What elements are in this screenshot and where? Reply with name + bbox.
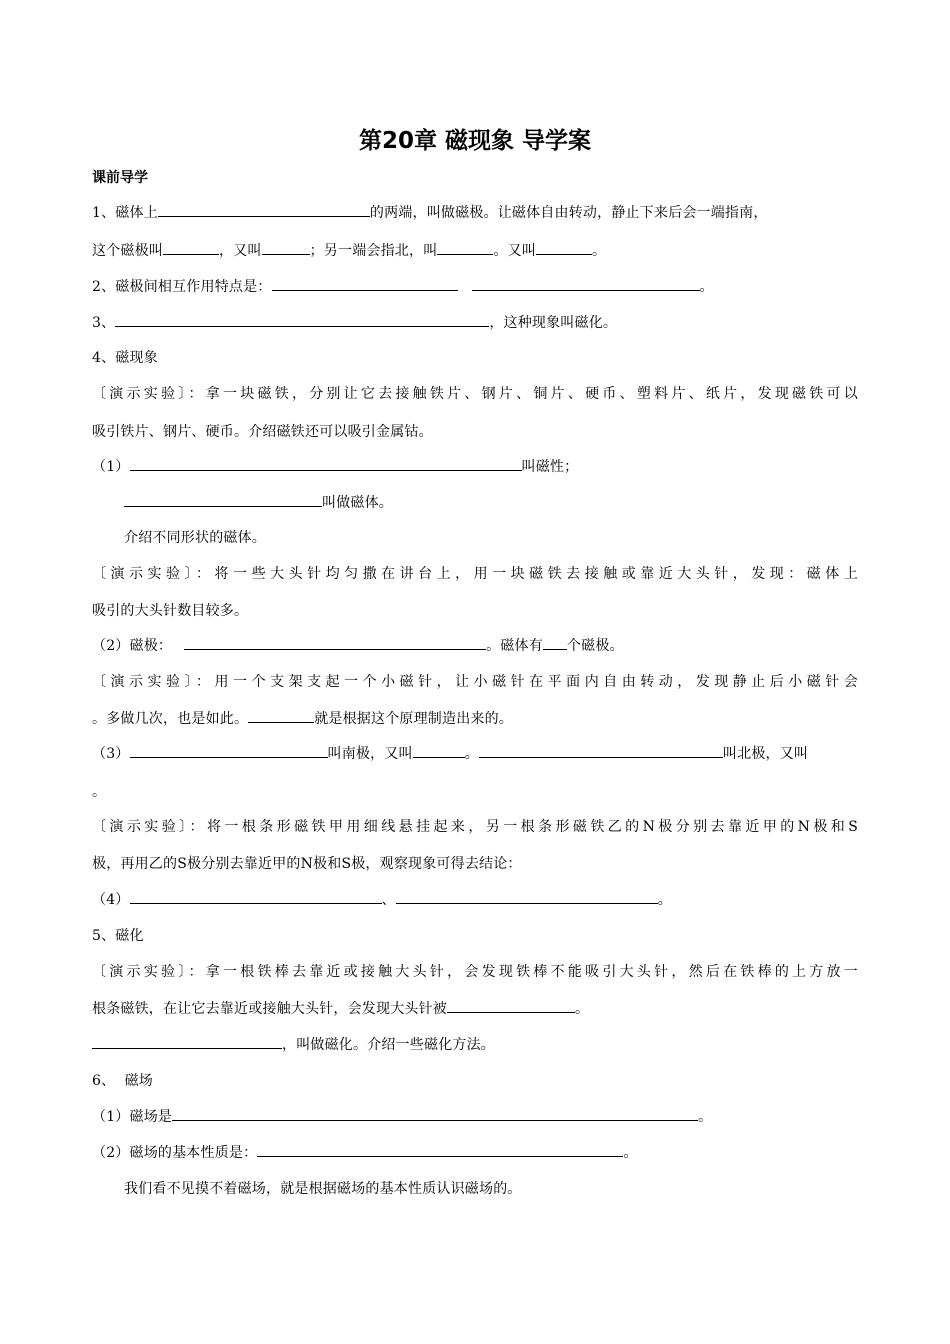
answer-blank[interactable] (124, 492, 322, 507)
answer-blank[interactable] (479, 743, 723, 758)
answer-blank[interactable] (130, 889, 382, 904)
answer-blank[interactable] (172, 1106, 698, 1121)
q3-line: 3、 ，这种现象叫磁化。 (92, 311, 617, 335)
q1-line-2: 这个磁极叫 ，又叫 ；另一端会指北，叫 。又叫 。 (92, 239, 606, 263)
q6-note: 我们看不见摸不着磁场，就是根据磁场的基本性质认识磁场的。 (124, 1181, 522, 1197)
q4-part2-line: （2）磁极： 。磁体有 个磁极。 (92, 634, 624, 658)
q4-demo1-line-1: 〔演示实验〕：拿一块磁铁，分别让它去接触铁片、钢片、铜片、硬币、塑料片、纸片，发现磁铁可以 (92, 386, 858, 402)
answer-blank[interactable] (536, 240, 592, 255)
answer-blank[interactable] (158, 202, 370, 217)
q4-demo3-line-1: 〔演示实验〕：用一个支架支起一个小磁针，让小磁针在平面内自由转动，发现静止后小磁针会 (92, 674, 858, 690)
q6-heading: 6、 磁场 (92, 1073, 154, 1089)
section-heading: 课前导学 (92, 170, 148, 186)
q5-line-3: ，叫做磁化。介绍一些磁化方法。 (92, 1033, 495, 1057)
q1-line-1: 1、磁体上 的两端，叫做磁极。让磁体自由转动，静止下来后会一端指南， (92, 201, 768, 225)
q4-part1-line-1: （1） 叫磁性； (92, 455, 578, 479)
q4-demo4-line-2: 极，再用乙的S极分别去靠近甲的N极和S极，观察现象可得去结论： (92, 856, 522, 872)
q4-part3-line-2: 。 (92, 784, 107, 800)
q4-heading: 4、磁现象 (92, 350, 158, 366)
answer-blank[interactable] (184, 635, 486, 650)
answer-blank[interactable] (396, 889, 658, 904)
q4-part4-line: （4） 、 。 (92, 888, 672, 912)
q4-part1-line-2: 叫做磁体。 (124, 491, 393, 515)
q4-demo2-line-2: 吸引的大头针数目较多。 (92, 603, 249, 619)
answer-blank[interactable] (130, 743, 328, 758)
answer-blank[interactable] (472, 276, 700, 291)
q2-line: 2、磁极间相互作用特点是： 。 (92, 275, 714, 299)
q5-demo-line-1: 〔演示实验〕：拿一根铁棒去靠近或接触大头针，会发现铁棒不能吸引大头针，然后在铁棒的上方放一 (92, 964, 858, 980)
q4-demo3-line-2: 。多做几次，也是如此。 就是根据这个原理制造出来的。 (92, 707, 513, 731)
answer-blank[interactable] (130, 456, 522, 471)
answer-blank[interactable] (92, 1034, 282, 1049)
q6-part2-line: （2）磁场的基本性质是： 。 (92, 1141, 638, 1165)
answer-blank[interactable] (248, 708, 314, 723)
answer-blank[interactable] (413, 743, 465, 758)
answer-blank[interactable] (163, 240, 219, 255)
answer-blank[interactable] (262, 240, 310, 255)
q4-demo4-line-1: 〔演示实验〕：将一根条形磁铁甲用细线悬挂起来，另一根条形磁铁乙的N极分别去靠近甲的N极和S (92, 819, 858, 835)
q5-heading: 5、磁化 (92, 928, 144, 944)
answer-blank[interactable] (447, 998, 575, 1013)
answer-blank[interactable] (115, 312, 489, 327)
q4-intro: 介绍不同形状的磁体。 (124, 530, 266, 546)
answer-blank[interactable] (257, 1142, 623, 1157)
answer-blank[interactable] (543, 635, 567, 650)
q4-demo1-line-2: 吸引铁片、钢片、硬币。介绍磁铁还可以吸引金属钴。 (92, 424, 433, 440)
page-title: 第20章 磁现象 导学案 (358, 128, 592, 154)
q4-demo2-line-1: 〔演示实验〕：将一些大头针均匀撒在讲台上，用一块磁铁去接触或靠近大头针，发现：磁体上 (92, 566, 858, 582)
answer-blank[interactable] (437, 240, 493, 255)
q6-part1-line: （1）磁场是 。 (92, 1105, 712, 1129)
q5-demo-line-2: 根条磁铁，在让它去靠近或接触大头针，会发现大头针被 。 (92, 997, 589, 1021)
q4-part3-line: （3） 叫南极，又叫 。 叫北极，又叫 (92, 742, 858, 766)
answer-blank[interactable] (272, 276, 458, 291)
